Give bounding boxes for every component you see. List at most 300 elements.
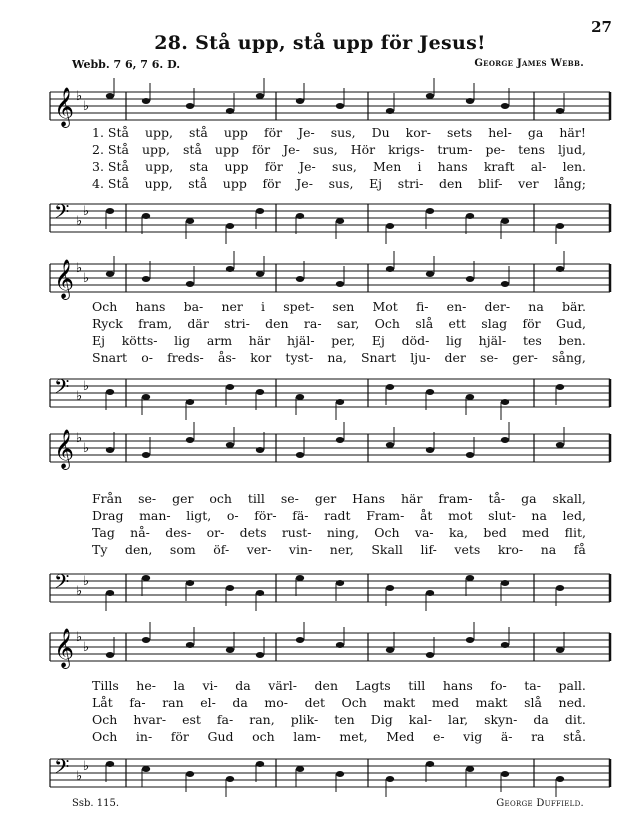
lyric-syllable: Lagts (355, 678, 391, 693)
note-head (466, 575, 474, 581)
lyric-syllable: sar, (336, 316, 360, 331)
author-credit: George Duffield. (496, 798, 584, 809)
lyric-syllable: vin- (288, 542, 313, 557)
note-head (386, 223, 394, 229)
note-head (256, 761, 264, 767)
verse-line (50, 728, 610, 745)
lyric-syllable: met, (339, 729, 368, 744)
treble-clef-icon: 𝄞 (54, 87, 75, 127)
lyric-syllable: kor (250, 350, 272, 365)
lyric-syllable: som (169, 542, 196, 557)
bass-clef-icon: 𝄢 (54, 200, 70, 228)
lyric-syllable: 3. Stå (92, 159, 129, 174)
verse-line (50, 175, 610, 192)
lyric-syllable: Ty (92, 542, 108, 557)
lyric-syllable: Fram- (366, 508, 405, 523)
lyrics-block (50, 677, 610, 745)
treble-staff (50, 259, 610, 299)
lyric-syllable: vig (463, 729, 483, 744)
lyric-syllable: na, (327, 350, 347, 365)
note-head (426, 389, 434, 395)
lyric-syllable: dit. (564, 712, 586, 727)
note-head (106, 652, 114, 658)
lyric-syllable: fa- (216, 712, 234, 727)
lyric-syllable: rust- (281, 525, 312, 540)
note-head (256, 208, 264, 214)
note-head (386, 108, 394, 114)
lyric-syllable: len. (562, 159, 586, 174)
note-head (556, 266, 564, 272)
lyric-syllable: och (209, 491, 232, 506)
lyric-syllable: ben. (558, 333, 586, 348)
lyric-syllable: nå- (130, 525, 150, 540)
lyric-syllable: der- (484, 299, 511, 314)
note-head (386, 776, 394, 782)
lyric-syllable: Hans (352, 491, 385, 506)
lyric-syllable: vi- (202, 678, 218, 693)
lyric-syllable: o- (141, 350, 153, 365)
lyric-syllable: or- (206, 525, 225, 540)
lyric-syllable: den (439, 176, 463, 191)
lyric-syllable: kor- (405, 125, 431, 140)
note-head (256, 652, 264, 658)
note-head (296, 98, 304, 104)
note-head (186, 642, 194, 648)
note-head (466, 98, 474, 104)
verse-line (50, 677, 610, 694)
lyric-syllable: Skall (371, 542, 403, 557)
lyric-syllable: Snart (360, 350, 397, 365)
note-head (186, 103, 194, 109)
lyric-syllable: fram- (438, 491, 473, 506)
lyric-syllable: Låt (92, 695, 113, 710)
lyric-syllable: ga (521, 491, 537, 506)
lyric-syllable: se- (138, 491, 157, 506)
lyric-syllable: Tag (92, 525, 115, 540)
lyric-syllable: va- (414, 525, 434, 540)
note-head (106, 590, 114, 596)
lyric-syllable: Ej (369, 176, 383, 191)
page-number: 27 (591, 18, 612, 36)
lyric-syllable: Ej (371, 333, 385, 348)
lyric-syllable: skall, (552, 491, 586, 506)
lyric-syllable: slag (481, 316, 508, 331)
lyric-syllable: tens (518, 142, 546, 157)
lyric-syllable: hjäl- (478, 333, 507, 348)
note-head (296, 394, 304, 400)
lyric-syllable: hel- (488, 125, 512, 140)
note-head (296, 452, 304, 458)
lyric-syllable: sång, (552, 350, 586, 365)
flat-sign-icon: ♭ (76, 431, 83, 446)
bass-clef-icon: 𝄢 (54, 755, 70, 783)
treble-staff (50, 628, 610, 668)
lyric-syllable: Gud, (555, 316, 586, 331)
bass-staff-lines (50, 755, 610, 791)
lyric-syllable: al- (530, 159, 547, 174)
note-head (106, 761, 114, 767)
lyric-syllable: pall. (558, 678, 586, 693)
lyric-syllable: ver (518, 176, 539, 191)
flat-sign-icon: ♭ (83, 99, 90, 114)
note-head (296, 637, 304, 643)
lyric-syllable: död- (401, 333, 430, 348)
note-head (186, 281, 194, 287)
note-head (186, 218, 194, 224)
lyric-syllable: fä- (292, 508, 309, 523)
verse-line (50, 694, 610, 711)
bass-staff (50, 375, 610, 411)
verse-line (50, 507, 610, 524)
lyric-syllable: öf- (213, 542, 230, 557)
lyric-syllable: des- (165, 525, 192, 540)
lyric-syllable: till (408, 678, 426, 693)
verse-line (50, 298, 610, 315)
lyric-syllable: ran (162, 695, 184, 710)
verse-line (50, 711, 610, 728)
note-head (466, 766, 474, 772)
lyric-syllable: sus, (331, 159, 357, 174)
flat-sign-icon: ♭ (83, 271, 90, 286)
lyric-syllable: ver- (246, 542, 272, 557)
note-head (336, 642, 344, 648)
lyric-syllable: ten (334, 712, 355, 727)
note-head (296, 213, 304, 219)
note-head (426, 208, 434, 214)
lyric-syllable: mot (448, 508, 473, 523)
treble-staff (50, 429, 610, 469)
flat-sign-icon: ♭ (76, 769, 83, 784)
verse-line (50, 349, 610, 366)
flat-sign-icon: ♭ (76, 214, 83, 229)
lyric-syllable: ning, (326, 525, 359, 540)
lyric-syllable: Je- (296, 176, 313, 191)
lyric-syllable: i (417, 159, 422, 174)
lyric-syllable: hjäl- (286, 333, 315, 348)
lyric-syllable: det (304, 695, 325, 710)
bass-staff-lines (50, 200, 610, 236)
lyric-syllable: da (232, 695, 248, 710)
lyric-syllable: lju- (410, 350, 431, 365)
lyric-syllable: en- (446, 299, 467, 314)
lyric-syllable: för (263, 125, 283, 140)
note-head (426, 761, 434, 767)
lyric-syllable: e- (432, 729, 445, 744)
note-head (466, 394, 474, 400)
lyric-syllable: med (431, 695, 460, 710)
verse-line (50, 541, 610, 558)
lyric-syllable: Ryck (92, 316, 123, 331)
verse-line (50, 490, 610, 507)
tune-meter: Webb. 7 6, 7 6. D. (72, 58, 181, 71)
note-head (501, 399, 509, 405)
lyric-syllable: mo- (264, 695, 289, 710)
lyric-syllable: för (252, 142, 271, 157)
lyric-syllable: man- (139, 508, 171, 523)
lyric-syllable: der (444, 350, 466, 365)
bass-clef-icon: 𝄢 (54, 375, 70, 403)
lyric-syllable: värl- (268, 678, 298, 693)
lyric-syllable: till (247, 491, 265, 506)
lyric-syllable: vets (454, 542, 481, 557)
note-head (142, 98, 150, 104)
lyric-syllable: 2. Stå (92, 142, 129, 157)
lyric-syllable: Gud (207, 729, 234, 744)
lyric-syllable: upp (224, 159, 249, 174)
flat-sign-icon: ♭ (83, 759, 90, 774)
lyric-syllable: skyn- (484, 712, 518, 727)
note-head (501, 437, 509, 443)
note-head (106, 271, 114, 277)
note-head (226, 223, 234, 229)
lyric-syllable: Du (371, 125, 390, 140)
lyric-syllable: sets (446, 125, 473, 140)
note-head (501, 642, 509, 648)
bass-clef-icon: 𝄢 (54, 570, 70, 598)
note-head (336, 103, 344, 109)
lyric-syllable: Dig (370, 712, 393, 727)
lyric-syllable: arm (206, 333, 233, 348)
lyric-syllable: för (170, 729, 189, 744)
lyric-syllable: lig (446, 333, 462, 348)
note-head (106, 208, 114, 214)
lyric-syllable: för (522, 316, 541, 331)
lyric-syllable: kötts- (121, 333, 158, 348)
lyric-syllable: kal- (408, 712, 433, 727)
note-head (142, 766, 150, 772)
note-head (226, 647, 234, 653)
lyric-syllable: ran, (249, 712, 275, 727)
lyric-syllable: Ej (92, 333, 106, 348)
lyric-syllable: där (187, 316, 209, 331)
note-head (386, 384, 394, 390)
lyric-syllable: lam- (293, 729, 321, 744)
lyric-syllable: tyst- (285, 350, 314, 365)
note-head (106, 389, 114, 395)
lyric-syllable: in- (135, 729, 153, 744)
note-head (556, 223, 564, 229)
lyric-syllable: Mot (372, 299, 398, 314)
lyric-syllable: ett (448, 316, 466, 331)
note-head (386, 647, 394, 653)
lyric-syllable: 4. Stå (92, 176, 129, 191)
lyric-syllable: Från (92, 491, 123, 506)
note-head (296, 276, 304, 282)
lyric-syllable: Je- (299, 159, 316, 174)
lyric-syllable: upp, (141, 142, 170, 157)
lyric-syllable: na (540, 542, 557, 557)
lyric-syllable: spet- (283, 299, 315, 314)
verse-line (50, 124, 610, 141)
lyric-syllable: bär. (561, 299, 586, 314)
lyric-syllable: dets (239, 525, 267, 540)
verse-line (50, 315, 610, 332)
lyric-syllable: kro- (497, 542, 524, 557)
lyric-syllable: här (400, 491, 423, 506)
note-head (466, 276, 474, 282)
lyric-syllable: blif- (478, 176, 503, 191)
lyric-syllable: he- (136, 678, 156, 693)
lyric-syllable: sus, (328, 176, 354, 191)
lyric-syllable: pe- (485, 142, 506, 157)
note-head (186, 399, 194, 405)
lyric-syllable: hans (442, 678, 473, 693)
lyric-syllable: na (528, 299, 544, 314)
note-head (336, 281, 344, 287)
flat-sign-icon: ♭ (76, 584, 83, 599)
lyric-syllable: ner, (329, 542, 354, 557)
bass-staff (50, 200, 610, 236)
verse-line (50, 332, 610, 349)
lyric-syllable: Snart (92, 350, 128, 365)
lyric-syllable: sta (189, 159, 209, 174)
note-head (501, 580, 509, 586)
note-head (256, 93, 264, 99)
verse-line (50, 158, 610, 175)
lyric-syllable: Men (373, 159, 402, 174)
bass-staff-lines (50, 375, 610, 411)
bass-staff (50, 755, 610, 791)
lyric-syllable: hvar- (133, 712, 167, 727)
composer-credit: George James Webb. (474, 58, 584, 69)
note-head (142, 575, 150, 581)
treble-staff (50, 87, 610, 127)
lyric-syllable: den (265, 316, 289, 331)
note-head (256, 590, 264, 596)
flat-sign-icon: ♭ (83, 574, 90, 589)
note-head (106, 93, 114, 99)
lyric-syllable: ger- (512, 350, 538, 365)
lyric-syllable: makt (475, 695, 508, 710)
lyric-syllable: ger (314, 491, 337, 506)
note-head (556, 585, 564, 591)
note-head (256, 447, 264, 453)
lyric-syllable: Hör (350, 142, 376, 157)
lyric-syllable: Je- (298, 125, 315, 140)
lyric-syllable: upp (214, 142, 239, 157)
lyric-syllable: få (573, 542, 586, 557)
flat-sign-icon: ♭ (83, 441, 90, 456)
note-head (556, 442, 564, 448)
lyric-syllable: lång; (554, 176, 586, 191)
note-head (336, 399, 344, 405)
note-head (142, 276, 150, 282)
lyric-syllable: freds- (167, 350, 204, 365)
note-head (226, 585, 234, 591)
note-head (106, 447, 114, 453)
lyric-syllable: tå- (488, 491, 506, 506)
lyric-syllable: lig (174, 333, 191, 348)
lyric-syllable: ra (531, 729, 545, 744)
flat-sign-icon: ♭ (76, 89, 83, 104)
note-head (336, 580, 344, 586)
lyric-syllable: Je- (283, 142, 300, 157)
note-head (186, 771, 194, 777)
lyric-syllable: stå (188, 176, 208, 191)
bass-staff (50, 570, 610, 606)
lyric-syllable: fa- (129, 695, 146, 710)
flat-sign-icon: ♭ (76, 389, 83, 404)
note-head (501, 771, 509, 777)
lyric-syllable: här! (559, 125, 586, 140)
note-head (296, 575, 304, 581)
source-reference: Ssb. 115. (72, 798, 120, 809)
lyric-syllable: ås- (217, 350, 237, 365)
lyric-syllable: na (531, 508, 547, 523)
note-head (426, 652, 434, 658)
lyric-syllable: fi- (415, 299, 429, 314)
note-head (556, 776, 564, 782)
lyric-syllable: Och (92, 729, 118, 744)
note-head (426, 590, 434, 596)
lyric-syllable: upp, (145, 159, 174, 174)
lyric-syllable: per, (331, 333, 356, 348)
lyric-syllable: stri- (224, 316, 250, 331)
note-head (556, 647, 564, 653)
note-head (426, 93, 434, 99)
lyric-syllable: ka, (448, 525, 468, 540)
note-head (336, 218, 344, 224)
lyric-syllable: Drag (92, 508, 124, 523)
lyric-syllable: da (533, 712, 549, 727)
lyric-syllable: stå. (563, 729, 586, 744)
treble-clef-icon: 𝄞 (54, 429, 75, 469)
lyric-syllable: se- (480, 350, 499, 365)
note-head (501, 281, 509, 287)
lyric-syllable: tes (522, 333, 542, 348)
lyric-syllable: sus, (312, 142, 338, 157)
lyric-syllable: krigs- (388, 142, 425, 157)
note-head (226, 108, 234, 114)
note-head (226, 384, 234, 390)
lyric-syllable: trum- (437, 142, 473, 157)
flat-sign-icon: ♭ (76, 630, 83, 645)
bass-staff-lines (50, 570, 610, 606)
note-head (386, 585, 394, 591)
lyric-syllable: 1. Stå (92, 125, 129, 140)
lyric-syllable: för (262, 176, 281, 191)
lyric-syllable: upp, (144, 176, 173, 191)
lyric-syllable: för (264, 159, 283, 174)
lyric-syllable: slå (524, 695, 542, 710)
lyric-syllable: o- (226, 508, 239, 523)
note-head (386, 266, 394, 272)
lyric-syllable: sus, (330, 125, 356, 140)
lyric-syllable: lar, (448, 712, 469, 727)
note-head (296, 766, 304, 772)
lyric-syllable: da (235, 678, 251, 693)
lyric-syllable: upp, (144, 125, 173, 140)
lyric-syllable: stå (188, 125, 208, 140)
lyric-syllable: Och (374, 525, 400, 540)
lyric-syllable: ljud, (558, 142, 586, 157)
note-head (556, 384, 564, 390)
note-head (226, 776, 234, 782)
lyric-syllable: bed (483, 525, 507, 540)
lyric-syllable: kraft (483, 159, 515, 174)
lyric-syllable: Och (374, 316, 400, 331)
lyric-syllable: med (522, 525, 550, 540)
note-head (426, 447, 434, 453)
note-head (466, 213, 474, 219)
lyric-syllable: i (261, 299, 266, 314)
lyric-syllable: ger (172, 491, 194, 506)
note-head (226, 266, 234, 272)
lyric-syllable: radt (324, 508, 351, 523)
lyric-syllable: el- (200, 695, 216, 710)
lyric-syllable: ner (221, 299, 243, 314)
note-head (466, 637, 474, 643)
